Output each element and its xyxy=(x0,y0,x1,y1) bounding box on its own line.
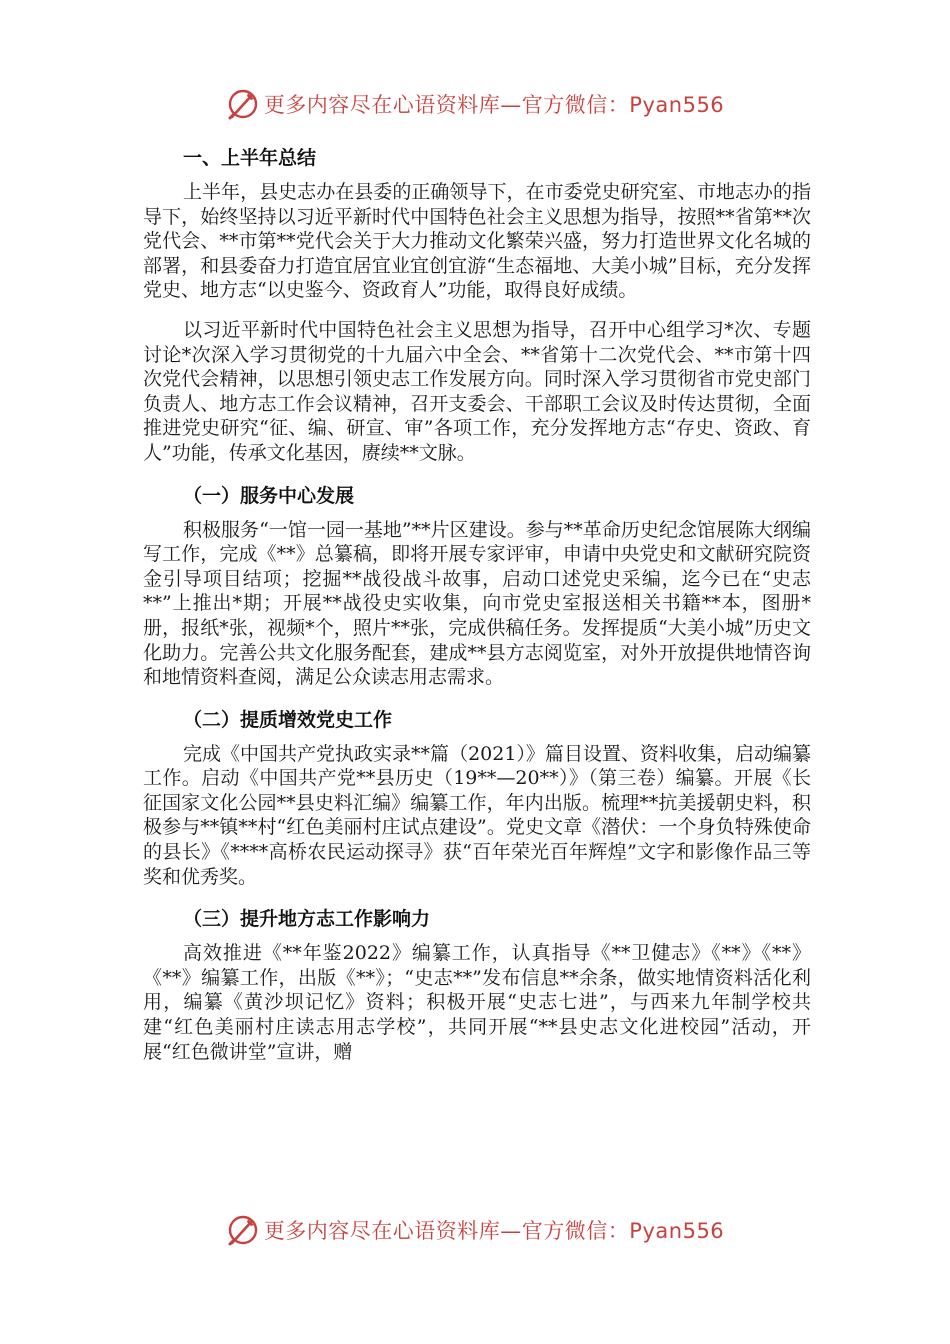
section-heading-local-chronicles: （三）提升地方志工作影响力 xyxy=(183,908,431,931)
section-heading-summary: 一、上半年总结 xyxy=(183,147,317,169)
paragraph: 上半年，县史志办在县委的正确领导下，在市委党史研究室、市地志办的指导下，始终坚持以习近平新时代中国特色社会主义思想为指导，按照**省第**次党代会、**市第**党代会关于大力推动文化繁荣兴盛，努力打造世界文化名城的部署，和县委奋力打造宜居宜业宜创宜游“生态福地、大美小城”目标，充分发挥党史、地方志“以史鉴今、资政育人”功能，取得良好成绩。 xyxy=(143,181,811,302)
paragraph: 完成《中国共产党执政实录**篇（2021）》篇目设置、资料收集，启动编纂工作。启动《中国共产党**县历史（19**—20**）》（第三卷）编纂。开展《长征国家文化公园**县史料汇编》编纂工作，年内出版。梳理**抗美援朝史料，积极参与**镇**村“红色美丽村庄试点建设”。党史文章《潜伏：一个身负特殊使命的县长》《****高桥农民运动探寻》获“百年荣光百年辉煌”文字和影像作品三等奖和优秀奖。 xyxy=(143,742,811,888)
header-banner xyxy=(0,82,950,126)
paragraph: 高效推进《**年鉴2022》编纂工作，认真指导《**卫健志》《**》《**》《**》编纂工作，出版《**》；“史志**”发布信息**余条，做实地情资料活化利用，编纂《黄沙坝记忆》资料；积极开展“史志七进”，与西来九年制学校共建“红色美丽村庄读志用志学校”，共同开展“**县史志文化进校园”活动，开展“红色微讲堂”宣讲，赠 xyxy=(143,942,811,1063)
paragraph: 以习近平新时代中国特色社会主义思想为指导，召开中心组学习*次、专题讨论*次深入学习贯彻党的十九届六中全会、**省第十二次党代会、**市第十四次党代会精神，以思想引领史志工作发展方向。同时深入学习贯彻省市党史部门负责人、地方志工作会议精神，召开支委会、干部职工会议及时传达贯彻，全面推进党史研究“征、编、研宣、审”各项工作，充分发挥地方志“存史、资政、育人”功能，传承文化基因，赓续**文脉。 xyxy=(143,318,811,464)
paragraph: 积极服务“一馆一园一基地”**片区建设。参与**革命历史纪念馆展陈大纲编写工作，完成《**》总纂稿，即将开展专家评审，申请中央党史和文献研究院资金引导项目结项；挖掘**战役战斗故事，启动口述党史采编，迄今已在“史志**”上推出*期；开展**战役史实收集，向市党史室报送相关书籍**本，图册*册，报纸*张，视频*个，照片**张，完成供稿任务。发挥提质“大美小城”历史文化助力。完善公共文化服务配套，建成**县方志阅览室，对外开放提供地情咨询和地情资料查阅，满足公众读志用志需求。 xyxy=(143,518,811,689)
section-heading-service-center: （一）服务中心发展 xyxy=(183,484,355,507)
document-body xyxy=(143,142,811,1064)
pen-logo-icon xyxy=(226,87,260,121)
footer-banner-text: 更多内容尽在心语资料库—官方微信：Pyan556 xyxy=(263,1219,725,1243)
footer-banner xyxy=(0,1208,950,1252)
section-heading-party-history: （二）提质增效党史工作 xyxy=(183,708,393,731)
header-banner-text: 更多内容尽在心语资料库—官方微信：Pyan556 xyxy=(263,93,725,117)
pen-logo-icon xyxy=(226,1213,260,1247)
